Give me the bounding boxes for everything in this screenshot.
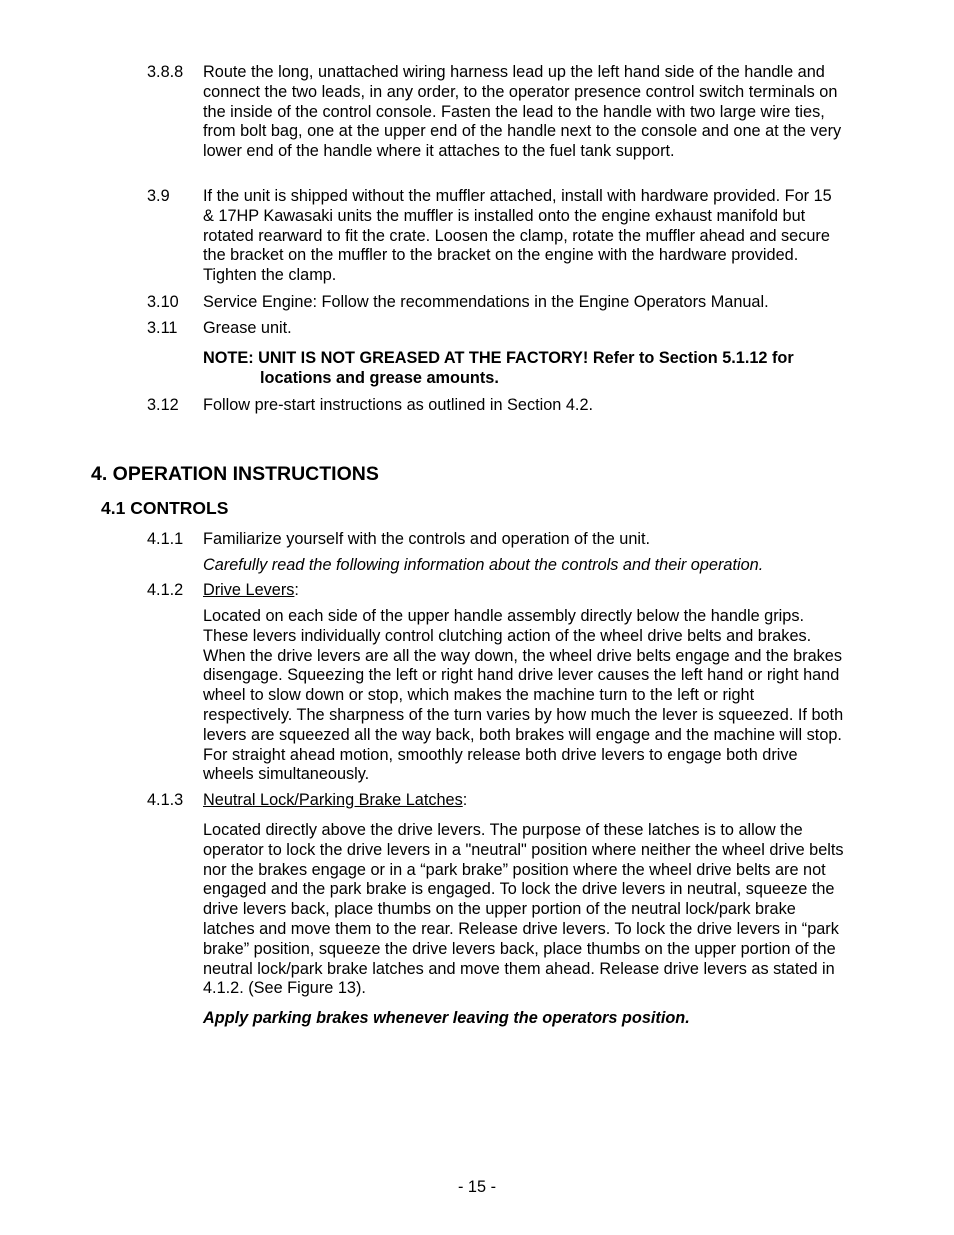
item-number: 4.1.2 [147,581,184,599]
read-info-note: Carefully read the following information about the controls and their operation. [203,556,764,574]
drive-levers-title: Drive Levers [203,581,295,599]
item-text: Service Engine: Follow the recommendations in the Engine Operators Manual. [203,293,769,311]
item-text: Route the long, unattached wiring harness lead up the left hand side of the handle and connect the two leads, in any order, to the operator presence control switch terminals on the inside of the control console. Fasten the lead to the handle with two large wire ties, from bolt bag, one at the upper end of the handle next to the console and one at the very lower end of the handle where it attaches to the fuel tank support. [203,63,842,161]
item-number: 3.11 [147,319,178,337]
note-line-2: locations and grease amounts. [260,368,499,387]
item-text: Familiarize yourself with the controls and operation of the unit. [203,530,651,548]
grease-note [203,349,847,389]
item-3-10 [147,293,847,313]
item-text: Grease unit. [203,319,292,337]
item-3-8-8 [147,63,847,162]
subsection-heading: 4.1 CONTROLS [101,498,229,518]
note-line-1: NOTE: UNIT IS NOT GREASED AT THE FACTORY! Refer to Section 5.1.12 for [203,349,794,367]
page-number: - 15 - [457,1178,496,1196]
latches-description: Located directly above the drive levers. The purpose of these latches is to allow the operator to lock the drive levers in a "neutral" position where neither the wheel drive belts nor the brakes engage or in a “park brake” position where the wheel drive belts are not engaged and the park brake is engaged. To lock the drive levers in neutral, squeeze the drive levers back, place thumbs on the upper portion of the neutral lock/park brake latches and move them to the rear. Release drive levers. To lock the drive levers in “park brake” position, squeeze the drive levers back, place thumbs on the upper portion of the neutral lock/park brake latches and move them ahead. Release drive levers as stated in 4.1.2. (See Figure 13). [203,821,844,998]
item-4-1-2 [147,581,847,601]
drive-levers-description: Located on each side of the upper handle assembly directly below the handle grips. These levers individually control clutching action of the wheel drive belts and brakes. When the drive levers are all the way down, the wheel drive belts engage and the brakes disengage. Squeezing the left or right hand drive lever causes the left hand or right hand wheel to slow down or stop, which makes the machine turn to the left or right respectively. The sharpness of the turn varies by how much the lever is squeezed. If both levers are squeezed all the way back, both brakes will engage and the machine will stop. For straight ahead motion, smoothly release both drive levers to engage both drive wheels simultaneously. [203,607,844,784]
section-heading: 4. OPERATION INSTRUCTIONS [91,463,379,485]
item-number: 4.1.3 [147,791,184,809]
item-number: 3.10 [147,293,179,311]
item-number: 3.9 [147,187,170,205]
item-3-9 [147,187,847,286]
item-3-11 [147,319,847,339]
parking-brake-warning: Apply parking brakes whenever leaving the operators position. [203,1009,690,1027]
item-text: Follow pre-start instructions as outlined in Section 4.2. [203,396,594,414]
item-4-1-3 [147,791,847,811]
item-3-12 [147,396,847,416]
item-number: 4.1.1 [147,530,184,548]
latches-title: Neutral Lock/Parking Brake Latches [203,791,463,809]
title-colon: : [462,791,468,809]
item-number: 3.8.8 [147,63,184,81]
item-title [203,791,847,811]
item-4-1-1 [147,530,847,550]
item-text: If the unit is shipped without the muffler attached, install with hardware provided. For 15 & 17HP Kawasaki units the muffler is installed onto the engine exhaust manifold but rotated rearward to fit the crate. Loosen the clamp, rotate the muffler ahead and secure the bracket on the muffler to the bracket on the engine with the hardware provided. Tighten the clamp. [203,187,832,285]
title-colon: : [294,581,299,599]
item-title [203,581,847,601]
item-number: 3.12 [147,396,179,414]
